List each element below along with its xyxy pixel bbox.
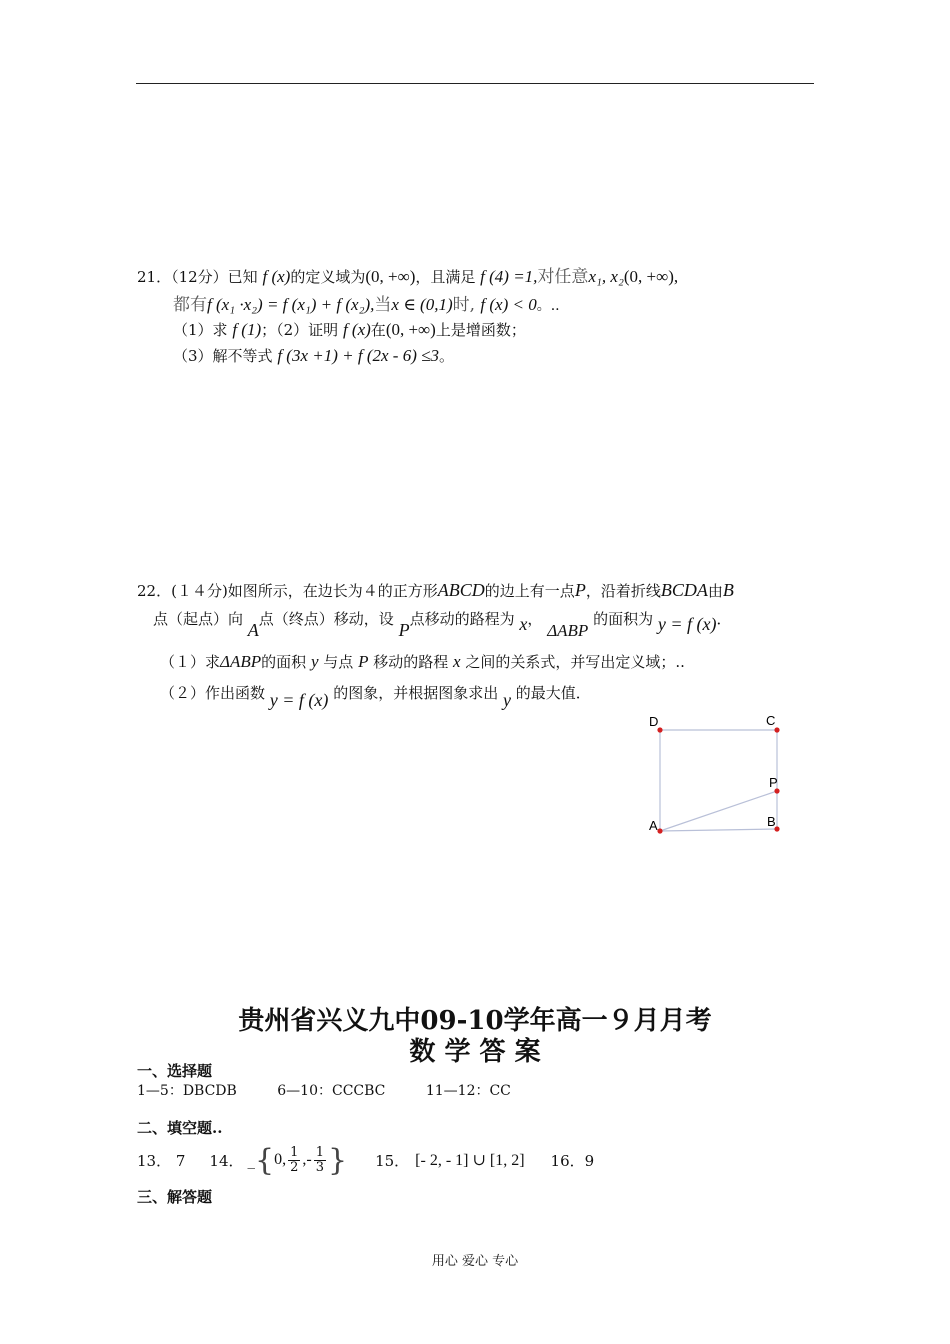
- q21-l2-d: f (x) < 0: [480, 295, 537, 314]
- q22-p2-c: 的图象，并根据图象求出: [333, 684, 499, 702]
- square-figure: [640, 710, 800, 845]
- q21-line2: [173, 290, 560, 315]
- fill-15-label: 15．: [375, 1151, 410, 1170]
- mc-1-5: 1—5：DBCDB: [137, 1083, 237, 1099]
- label-p: P: [769, 775, 778, 790]
- label-d: D: [649, 714, 659, 729]
- q22-l2-d: P: [398, 620, 410, 640]
- q22-p1-b: ΔABP: [220, 652, 262, 671]
- mc-11-12: 11—12：CC: [425, 1083, 511, 1099]
- q21-p1-g: 上是增函数；: [435, 321, 526, 339]
- q21-l2-a: 都有: [173, 295, 207, 315]
- answer-title: 贵州省兴义九中09-10学年高一９月月考: [238, 1006, 712, 1036]
- q22-p1-c: 的面积: [261, 653, 307, 671]
- q22-p1-g: 移动的路程: [373, 653, 449, 671]
- mc-6-10: 6—10：CCCBC: [277, 1083, 386, 1099]
- fraction-third-den: 3: [315, 1159, 324, 1175]
- q21-p1-d: f (x): [342, 320, 371, 339]
- right-brace-icon: }: [327, 1142, 348, 1178]
- q22-l2-b: A: [247, 620, 259, 640]
- q22-l1-d: P: [574, 580, 586, 600]
- fraction-half: [288, 1146, 300, 1175]
- side-ab: [660, 829, 777, 831]
- point-a: [657, 828, 662, 833]
- q21-p1-e: 在: [370, 321, 386, 339]
- q22-l1-c: 的边上有一点: [484, 582, 575, 600]
- q22-l2-a: 点（起点）向: [153, 610, 244, 628]
- fill-15-value: [- 2, - 1] ∪ [1, 2]: [415, 1152, 525, 1169]
- fill-14-label: 14．: [209, 1151, 244, 1170]
- q22-part2: [160, 682, 591, 714]
- fill-16: 16．9: [550, 1151, 595, 1170]
- q21-p3-b: f (3x +1) + f (2x - 6) ≤3: [277, 346, 439, 365]
- q22-p2-d: y: [503, 690, 511, 710]
- q22-l2-g: ，: [527, 610, 543, 628]
- q21-p1-c: ；（2）证明: [261, 321, 339, 339]
- q22-l2-j: y = f (x): [657, 614, 717, 634]
- q22-p1-h: x: [453, 652, 461, 671]
- q21-l2-b: 当: [374, 295, 392, 315]
- q22-part1: [160, 651, 685, 672]
- q22-p1-a: （１）求: [160, 653, 221, 671]
- left-brace-icon: {: [255, 1142, 275, 1178]
- q22-l1-e: ，沿着折线: [585, 582, 661, 600]
- q21-line1: [137, 262, 678, 287]
- q21-p3-c: 。: [438, 347, 454, 365]
- q21-f4: f (4) =1,: [480, 267, 538, 286]
- q21-domain: (0, +∞): [365, 267, 416, 286]
- fraction-third: [314, 1146, 326, 1175]
- q22-p1-f: P: [358, 652, 369, 671]
- q22-p2-e: 的最大值．: [515, 684, 591, 702]
- fill-14-zero: 0,: [274, 1151, 287, 1168]
- q21-l2-eq: f (x₁ ·x₂) = f (x₁) + f (x₂),: [207, 295, 375, 314]
- fill-14-dash: _: [247, 1151, 255, 1169]
- choice-answers: [137, 1080, 511, 1100]
- q21-text2: ，且满足: [415, 268, 476, 286]
- q22-l2-e: 点移动的路程为: [409, 610, 515, 628]
- q22-p1-d: y: [310, 652, 319, 671]
- q22-l1-f: BCDA: [660, 580, 708, 600]
- fill-14-sep: ,-: [302, 1151, 312, 1168]
- header-rule: [136, 83, 814, 84]
- segment-ap: [660, 791, 777, 831]
- q22-l1-a: 22．(１４分)如图所示，在边长为４的正方形: [137, 582, 438, 600]
- q22-p1-i: 之间的关系式，并写出定义域；..: [465, 653, 685, 671]
- section-choice-heading: 一、选择题: [137, 1062, 213, 1080]
- fraction-third-num: 1: [315, 1144, 324, 1160]
- q21-l2-e: 。..: [536, 298, 560, 314]
- q21-l2-cond: x ∈ (0,1): [391, 295, 453, 314]
- q22-l2-f: x: [519, 614, 528, 634]
- label-c: C: [766, 713, 776, 728]
- page-footer: 用心 爱心 专心: [431, 1254, 519, 1269]
- fill-13: 13． 7: [137, 1151, 186, 1170]
- q22-l2-k: ．: [716, 610, 732, 628]
- label-b: B: [767, 814, 776, 829]
- q21-domain2: (0, +∞),: [623, 267, 679, 286]
- q21-fx: f (x): [262, 267, 291, 286]
- q22-l1-g: 由: [707, 582, 723, 600]
- q21-p1-f: (0, +∞): [385, 320, 436, 339]
- q22-l2-c: 点（终点）移动，设: [258, 610, 394, 628]
- q21-prefix: 21．（12分）已知: [137, 268, 258, 286]
- q22-line1: [137, 580, 734, 601]
- q21-text3: 对任意: [537, 267, 589, 287]
- label-a: A: [649, 818, 658, 833]
- q21-part12: [173, 319, 526, 340]
- q22-l2-h: ΔABP: [547, 621, 589, 640]
- q22-l1-h: B: [722, 580, 734, 600]
- fraction-half-num: 1: [290, 1144, 299, 1160]
- q21-p3-a: （3）解不等式: [173, 347, 273, 365]
- q21-p1-b: f (1): [232, 320, 262, 339]
- point-c: [774, 727, 779, 732]
- q21-l2-c: 时,: [452, 295, 476, 315]
- q22-l1-b: ABCD: [437, 580, 485, 600]
- section-fill-heading: 二、填空题..: [137, 1119, 223, 1137]
- q21-vars: x₁, x₂: [588, 267, 624, 286]
- q22-l2-i: 的面积为: [593, 610, 654, 628]
- fraction-half-den: 2: [290, 1159, 299, 1175]
- q22-p1-e: 与点: [323, 653, 354, 671]
- section-solution-heading: 三、解答题: [137, 1188, 213, 1206]
- fill-answers: [137, 1138, 594, 1182]
- q21-p1-a: （1）求: [173, 321, 228, 339]
- q21-text1: 的定义域为: [290, 268, 366, 286]
- answer-subtitle: 数 学 答 案: [409, 1037, 541, 1067]
- q21-part3: [173, 345, 454, 366]
- q22-p2-b: y = f (x): [269, 690, 329, 710]
- q22-line2: [153, 608, 732, 642]
- q22-p2-a: （２）作出函数: [160, 684, 266, 702]
